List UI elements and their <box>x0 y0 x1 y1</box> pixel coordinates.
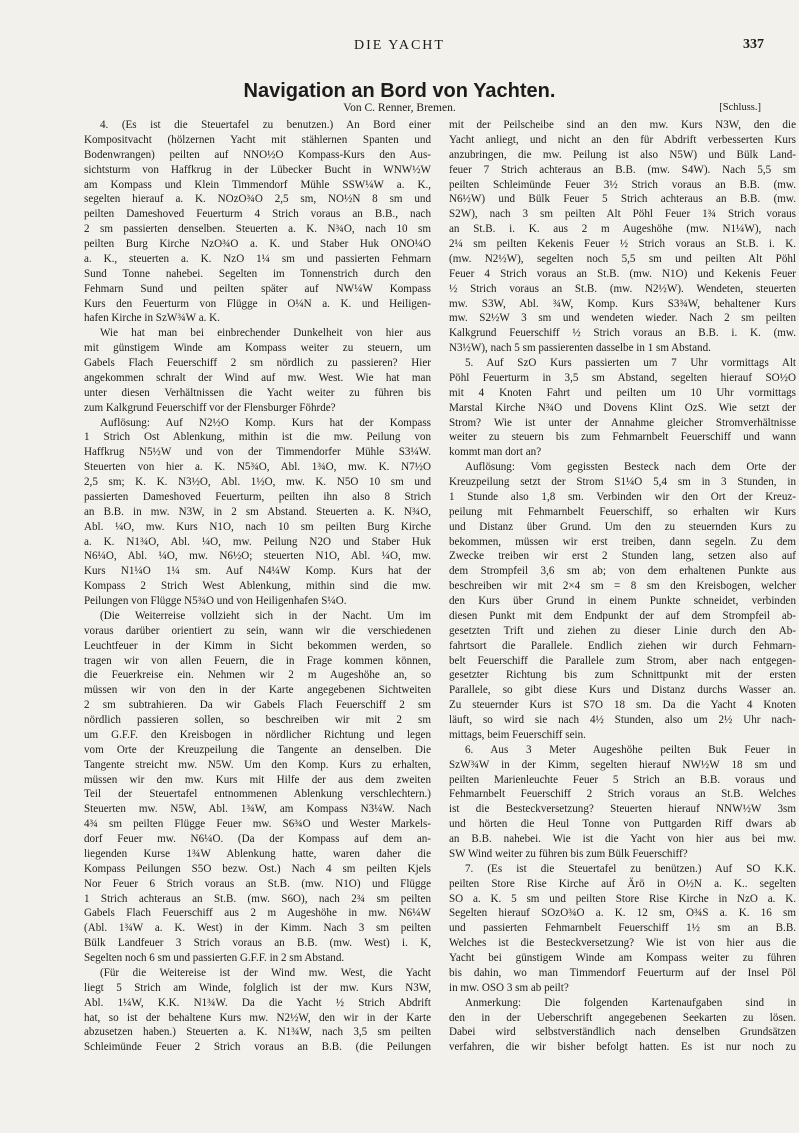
text-line: Kurs N1¼O 1¼ sm. Auf N4¼W Komp. Kurs hat der <box>84 565 431 578</box>
text-line: 1 Stunde also 1,8 sm. Verbinden wir den Ort der Kreuz- <box>449 490 796 503</box>
text-line: Zwecke treiben wir erst 2 Stunden lang, setzen also auf <box>449 550 796 563</box>
text-line: mit günstigem Winde am Kompass weiter zu steuern, um <box>84 342 431 355</box>
text-line: Fehmarn Sund und peilten später auf NW¼W Kompass <box>84 282 431 295</box>
text-line: a. K., steuerten a. K. NzO 1¼ sm und passierten Fehmarn <box>84 252 431 265</box>
text-line: 4¾ sm peilten Flügge Feuer mw. S6¾O und Wester Markels- <box>84 818 431 831</box>
text-line: belt Feuerschiff die Parallele zum Strom, aber nach entgegen- <box>449 654 796 667</box>
text-line: weiter zu steuern bis zum Fehmarnbelt Feuerschiff und wann <box>449 431 796 444</box>
text-line: Dabei wird selbstverständlich nach denselben Grundsätzen <box>449 1026 796 1039</box>
text-line: verfahren, die wir bisher befolgt hatten. Es ist nur noch zu <box>449 1041 796 1054</box>
text-line: Bodenwrangen) peilten auf NNO½O Kompass-Kurs den Aus- <box>84 148 431 161</box>
text-line: (Abl. 1¾W a. K. West) in der Kimm. Nach 3 sm peilten <box>84 922 431 935</box>
text-line: nördlich passieren sollen, so beschreiben wir mit 2 sm <box>84 714 431 726</box>
text-line: passierten Dameshoved Feuerturm, peilten ihn also 8 Strich <box>84 490 431 503</box>
text-line: die Feuerkreise ein. Nehmen wir 2 m Augeshöhe an, so <box>84 669 431 682</box>
text-line: Yacht anliegt, und nicht an den für Abdrift verbesserten Kurs <box>449 133 796 146</box>
text-line: Feuer 4 Strich voraus an St.B. (mw. N1O) und Kekenis Feuer <box>449 267 796 280</box>
text-line: mit der Peilscheibe sind an den mw. Kurs N3W, den die <box>449 119 796 131</box>
text-line: abzusetzen haben.) Steuerten a. K. N1¾W, nach 3,5 sm peilten <box>84 1026 431 1039</box>
text-line: Auflösung: Vom gegissten Besteck nach dem Orte der <box>465 461 796 474</box>
text-line: Kompositvacht (hölzernen Yacht mit stählernen Spanten und <box>84 133 431 146</box>
text-line: SO a. K. 5 sm und peilten Store Rise Kirche in NzO a. K. <box>449 892 796 905</box>
text-line: läuft, so wird sie nach 4½ Stunden, also um 2½ Uhr nach- <box>449 714 796 726</box>
text-line: und hörten die Heul Tonne von Puttgarden Riff dwars ab <box>449 818 796 831</box>
text-line: Wie hat man bei einbrechender Dunkelheit von hier aus <box>100 327 431 340</box>
text-line: Teil der Steuertafel entnommenen Ablenkung verschlechtern.) <box>84 788 431 801</box>
text-line: an B.B. in mw. N3W, in 2 sm Abstand. Steuerten a. K. N¾O, <box>84 505 431 518</box>
text-line: Yacht bei günstigem Winde am Kompass weiter zu führen <box>449 952 796 964</box>
text-line: dem Strompfeil 3,6 sm ab; von dem erhaltenen Punkte aus <box>449 565 796 578</box>
text-line: kommt man dort an? <box>449 446 542 459</box>
text-line: 4. (Es ist die Steuertafel zu benutzen.) An Bord einer <box>100 119 431 131</box>
text-line: Gabels Flach Feuerschiff 2 sm nördlich zu passieren? Hier <box>84 357 431 369</box>
text-line: diesen Punkt mit dem Endpunkt der auf dem Strompfeil ab- <box>449 609 796 622</box>
text-line: 7. (Es ist die Steuertafel zu benützen.) Auf SO K.K. <box>465 862 796 875</box>
text-line: an B.B. nahebei. Wie ist die Yacht von hier aus bei mw. <box>449 833 796 845</box>
text-line: a. K. N1¾O, Abl. ¼O, mw. Peilung N2O und Staber Huk <box>84 535 431 548</box>
text-line: gesetzten Trift und ziehen zu dieser Linie durch den Ab- <box>449 624 796 637</box>
text-line: Nor Feuer 6 Strich voraus an St.B. (mw. N1O) und Flügge <box>84 877 431 890</box>
text-line: Steuerten mw. N5W, Abl. 1¾W, am Kompass N3¼W. Nach <box>84 803 431 816</box>
text-line: (Die Weiterreise vollzieht sich in der Nacht. Um im <box>100 609 431 622</box>
text-line: fahrtsort die Parallele. Endlich ziehen wir durch Fehmarn- <box>449 639 796 652</box>
text-line: beschreiben wir mit 2×4 sm = 8 sm den Kreisbogen, welcher <box>449 580 796 593</box>
text-line: Marstal Kirche N¾O und Dovens Klint OzS. Wie setzt der <box>449 401 796 414</box>
text-line: (mw. N2½W), segelten noch 5,5 sm und peilten Alt Pöhl <box>449 252 796 265</box>
text-line: ist die Besteckversetzung? Steuerten hierauf NNW½W 3sm <box>449 803 796 816</box>
text-line: liegt 5 Strich am Winde, folglich ist der mw. Kurs N3W, <box>84 981 431 994</box>
text-line: N3½W), nach 5 sm passierenten dasselbe in 1 sm Abstand. <box>449 342 711 355</box>
text-line: 2,5 sm; K. K. N3½O, Abl. 1½O, mw. K. N5O 10 sm und <box>84 476 431 488</box>
running-head: DIE YACHT <box>354 38 445 53</box>
text-line: Welches ist die Besteckversetzung? Wie ist von hier aus die <box>449 937 796 950</box>
text-line: und passierten Fehmarnbelt Feuerschiff 1½ sm an B.B. <box>449 922 796 935</box>
text-line: Bülk Landfeuer 3 Strich voraus an B.B. (mw. West) i. K, <box>84 937 431 950</box>
text-line: bis dahin, wo man Timmendorf Feuerturm auf der Insel Pöl <box>449 966 796 979</box>
text-line: mittags, beim Feuerschiff sein. <box>449 728 586 741</box>
text-line: Segelten noch 6 sm und passierten G.F.F. in 2 sm Abstand. <box>84 952 345 964</box>
text-line: Kurs den Feuerturm von Flügge in O¼N a. K. und Heiligen- <box>84 297 431 310</box>
text-line: Schleimünde Feuer 2 Strich voraus an B.B. (die Peilungen <box>84 1041 431 1054</box>
text-line: mw. S2½W 3 sm und wendeten wieder. Nach 2 sm peilten <box>449 312 796 325</box>
text-line: Segelten hierauf SOzO¾O a. K. 12 sm, O¾S a. K. 16 sm <box>449 907 796 920</box>
text-line: 5. Auf SzO Kurs passierten um 7 Uhr vormittags Alt <box>465 357 796 369</box>
text-line: 1 Strich Ost Ablenkung, mithin ist die mw. Peilung von <box>84 431 431 444</box>
text-column-right <box>449 118 796 1055</box>
article-title: Navigation an Bord von Yachten. <box>243 80 556 102</box>
text-line: SW Wind weiter zu führen bis zum Bülk Feuerschiff? <box>449 847 688 860</box>
text-line: Fehmarnbelt Feuerschiff 2 Strich voraus an St.B. Welches <box>449 788 796 801</box>
text-line: müssen wir von den in der Karte angegebenen Sichtweiten <box>84 684 431 697</box>
text-line: hafen Kirche in SzW¾W a. K. <box>84 312 220 325</box>
text-line: 2 sm passierten denselben. Steuerten a. K. N¾O, nach 10 sm <box>84 223 431 236</box>
text-line: Kreuzpeilung setzt der Strom S1¼O 5,4 sm in 3 Stunden, in <box>449 476 796 488</box>
text-line: Kompass Peilungen S5O bezw. Ost.) Nach 4 sm peilten Kjels <box>84 862 431 875</box>
continuation-note: [Schluss.] <box>719 102 761 113</box>
text-line: peilten Burg Kirche NzO¾O a. K. und Staber Huk ONO¼O <box>84 238 431 250</box>
text-line: S2W), nach 3 sm peilten Alt Pöhl Feuer 1¾ Strich voraus <box>449 208 796 221</box>
text-line: Abl. 1¼W, K.K. N1¾W. Da die Yacht ½ Strich Abdrift <box>84 996 431 1009</box>
text-line: ½ Strich voraus an St.B. (mw. N2½W). Wendeten, steuerten <box>449 282 796 295</box>
text-line: Zu steuernder Kurs ist S7O 18 sm. Da die Yacht 4 Knoten <box>449 699 796 712</box>
text-line: Sund Tonne nahebei. Segelten im Tonnenstrich durch den <box>84 267 431 280</box>
text-line: 6. Aus 3 Meter Augeshöhe peilten Buk Feuer in <box>465 743 796 756</box>
text-line: peilten Schleimünde Feuer 3½ Strich voraus an B.B. (mw. <box>449 178 796 191</box>
text-line: den Kurs über Grund in einem Punkte schneidet, verbinden <box>449 595 796 607</box>
text-line: Auflösung: Auf N2½O Komp. Kurs hat der Kompass <box>100 416 431 429</box>
text-line: feuer 7 Strich achteraus an B.B. (mw. S4W). Nach 5,5 sm <box>449 163 796 176</box>
page-number: 337 <box>743 37 764 52</box>
text-line: Strom? Wie ist unter der Annahme gleicher Stromverhältnisse <box>449 416 796 429</box>
text-line: 1 Strich achteraus an St.B. (mw. S6O), nach 2¾ sm peilten <box>84 892 431 905</box>
text-line: Steuerten von hier a. K. N5¾O, Abl. 1¾O, mw. K. N7½O <box>84 461 431 474</box>
text-line: am Kompass und Klein Timmendorf Mühle SSW¼W a. K., <box>84 178 431 191</box>
text-line: Haffkrug N5½W und von der Timmendorfer Mühle S3¼W. <box>84 446 431 459</box>
text-line: Tangente streicht mw. N5W. Um den Komp. Kurs zu erhalten, <box>84 758 431 771</box>
text-line: müssen wir den mw. Kurs mit Hilfe der aus dem zweiten <box>84 773 431 786</box>
text-line: in mw. OSO 3 sm ab peilt? <box>449 981 569 994</box>
text-line: zum Kalkgrund Feuerschiff vor der Flensburger Föhrde? <box>84 401 336 414</box>
text-line: unter diesen Verhältnissen die Yacht weiter zu führen bis <box>84 386 431 399</box>
text-line: SzW¾W in der Kimm, segelten hierauf NW½W 18 sm und <box>449 758 796 771</box>
text-line: bekommen, müssen wir erst treiben, dann segeln. Zu dem <box>449 535 796 548</box>
text-line: an St.B. i. K. aus 2 m Augeshöhe (mw. N1¼W), nach <box>449 223 796 236</box>
text-line: Peilungen von Flügge N5¾O und von Heiligenhafen S¼O. <box>84 595 347 607</box>
text-line: Kompass 2 Strich West Ablenkung, mithin sind die mw. <box>84 580 431 593</box>
text-line: dorf Feuer mw. N6¼O. (Da der Kompass auf dem an- <box>84 833 431 845</box>
text-line: peilung mit Fehmarnbelt Feuerschiff, so erhalten wir Kurs <box>449 505 796 518</box>
text-line: N6¼O, Abl. ¼O, mw. N6½O; steuerten N1O, Abl. ¼O, mw. <box>84 550 431 563</box>
text-line: und Distanz über Grund. Um den zu steuernden Kurs zu <box>449 520 796 533</box>
text-line: mw. S3W, Abl. ¾W, Komp. Kurs S3¾W, behaltener Kurs <box>449 297 796 310</box>
text-line: mit 4 Knoten Fahrt und peilten um 10 Uhr vormittags <box>449 386 796 399</box>
text-line: Gabels Flach Feuerschiff aus 2 m Augeshöhe in mw. N6¼W <box>84 907 431 920</box>
text-line: anzubringen, die mw. Peilung ist also N5W) und Bülk Land- <box>449 148 796 161</box>
text-line: Kalkgrund Feuerschiff ½ Strich voraus an B.B. i. K. (mw. <box>449 327 796 340</box>
text-line: N6½W) und Bülk Feuer 5 Strich achteraus an B.B. (mw. <box>449 193 796 206</box>
text-line: tragen wir von allen Feuern, die in Frage kommen können, <box>84 654 431 667</box>
text-line: vom Orte der Kreuzpeilung die Tangente an denselben. Die <box>84 743 431 756</box>
text-line: angekommen schralt der Wind auf mw. West. Wie hat man <box>84 371 431 384</box>
text-line: Pöhl Feuerturm in 3,5 sm Abstand, segelten hierauf SO½O <box>449 371 796 384</box>
text-line: gesetzter Richtung bis zum Schnittpunkt mit der ersten <box>449 669 796 682</box>
text-line: peilten Store Rise Kirche auf Ärö in O½N a. K.. segelten <box>449 877 796 890</box>
article-byline: Von C. Renner, Bremen. <box>343 102 456 114</box>
text-line: 2 sm subtrahieren. Da wir Gabels Flach Feuerschiff 2 sm <box>84 699 431 712</box>
text-line: (Für die Weitereise ist der Wind mw. West, die Yacht <box>100 966 431 979</box>
text-line: peilten Marienleuchte Feuer 5 Strich an B.B. voraus und <box>449 773 796 786</box>
text-line: um G.F.F. den Kreisbogen in nördlicher Richtung und legen <box>84 728 431 741</box>
text-column-left <box>84 118 431 1055</box>
text-line: Parallele, so gibt diese Kurs und Distanz durchs Wasser an. <box>449 684 796 697</box>
text-line: Abl. ¼O, mw. Kurs N1O, nach 10 sm peilten Burg Kirche <box>84 520 431 533</box>
text-line: Leuchtfeuer in der Kimm in Sicht bekommen werden, so <box>84 639 431 652</box>
text-line: 2¼ sm peilten Kekenis Feuer ½ Strich voraus an St.B. i. K. <box>449 238 796 250</box>
text-line: hat, so ist der behaltene Kurs mw. N2½W, den wir in der Karte <box>84 1011 431 1024</box>
text-line: segelten hierauf a. K. NOzO¾O 2,5 sm, NO½N 8 sm und <box>84 193 431 206</box>
text-line: voraus darüber orientiert zu sein, wann wir die verschiedenen <box>84 624 431 637</box>
text-line: Anmerkung: Die folgenden Kartenaufgaben sind in <box>465 996 796 1009</box>
text-line: den in der Ueberschrift angegebenen Seekarten zu lösen. <box>449 1011 796 1024</box>
text-line: sichtsturm von Haffkrug in der Lübecker Bucht in WNW½W <box>84 163 431 176</box>
text-line: peilten Dameshoved Feuerturm 4 Strich voraus an B.B., nach <box>84 208 431 221</box>
text-line: liegenden Kurse 1¾W Ablenkung hatte, waren daher die <box>84 847 431 860</box>
